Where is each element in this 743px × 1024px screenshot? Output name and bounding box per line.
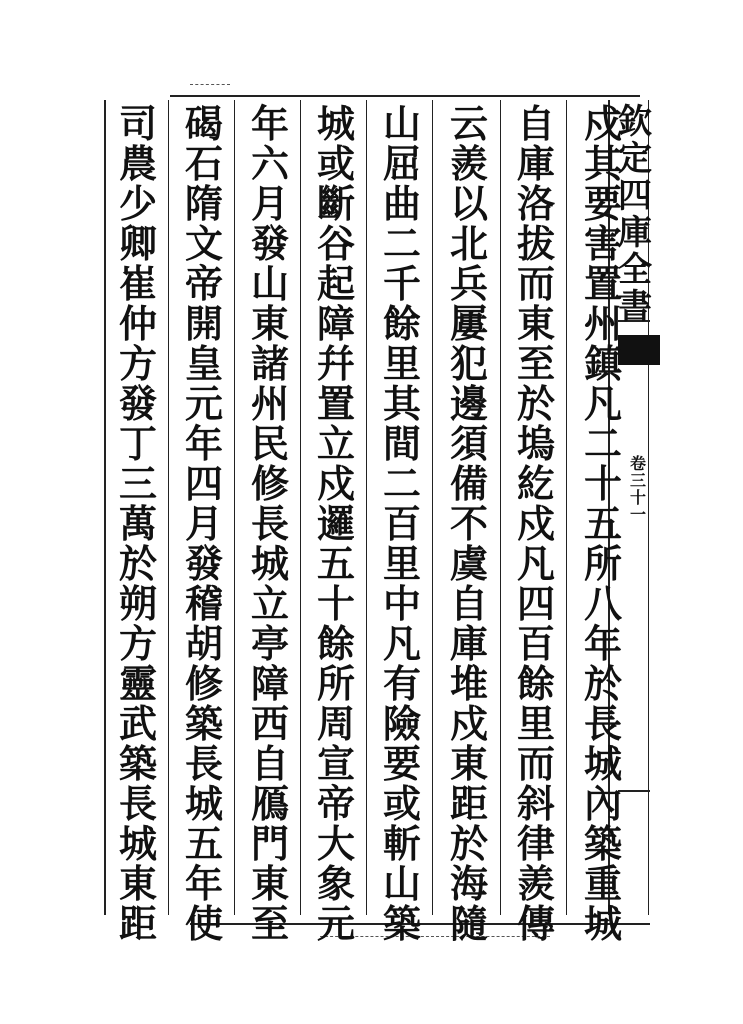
character: 西 — [250, 701, 289, 746]
character: 紇 — [516, 461, 555, 506]
character: 城 — [184, 781, 223, 826]
character: 胡 — [184, 621, 223, 666]
character: 十 — [583, 461, 622, 506]
character: 方 — [118, 341, 157, 386]
character: 五 — [184, 821, 223, 866]
character: 害 — [583, 221, 622, 266]
character: 四 — [516, 581, 555, 626]
character: 仲 — [118, 301, 157, 346]
character: 戍 — [449, 701, 488, 746]
character: 城 — [250, 541, 289, 586]
character: 屢 — [449, 301, 488, 346]
character: 北 — [449, 221, 488, 266]
character: 年 — [184, 861, 223, 906]
character: 州 — [250, 381, 289, 426]
character: 開 — [184, 301, 223, 346]
text-column-6 — [240, 101, 300, 946]
character: 至 — [250, 901, 289, 946]
banner-character: 定 — [618, 139, 652, 179]
character: 戍 — [316, 461, 355, 506]
column-divider — [500, 100, 501, 915]
character: 發 — [250, 221, 289, 266]
character: 餘 — [316, 621, 355, 666]
column-divider — [300, 100, 301, 915]
character: 不 — [449, 501, 488, 546]
character: 城 — [118, 821, 157, 866]
character: 千 — [382, 261, 421, 306]
character: 邏 — [316, 501, 355, 546]
character: 武 — [118, 701, 157, 746]
character: 距 — [449, 781, 488, 826]
character: 堆 — [449, 661, 488, 706]
character: 距 — [118, 901, 157, 946]
character: 四 — [184, 461, 223, 506]
character: 傳 — [516, 901, 555, 946]
character: 崔 — [118, 261, 157, 306]
character: 象 — [316, 861, 355, 906]
character: 文 — [184, 221, 223, 266]
character: 東 — [118, 861, 157, 906]
volume-character: 一 — [629, 505, 646, 524]
character: 曲 — [382, 181, 421, 226]
character: 洛 — [516, 181, 555, 226]
character: 障 — [250, 661, 289, 706]
banner-character: 四 — [618, 176, 652, 216]
character: 律 — [516, 821, 555, 866]
character: 山 — [382, 861, 421, 906]
character: 月 — [184, 501, 223, 546]
character: 凡 — [382, 621, 421, 666]
character: 庫 — [449, 621, 488, 666]
character: 內 — [583, 781, 622, 826]
character: 要 — [583, 181, 622, 226]
character: 鴈 — [250, 781, 289, 826]
character: 丁 — [118, 421, 157, 466]
character: 長 — [184, 741, 223, 786]
character: 屈 — [382, 141, 421, 186]
banner-character: 全 — [618, 250, 652, 290]
character: 犯 — [449, 341, 488, 386]
character: 斷 — [316, 181, 355, 226]
character: 十 — [316, 581, 355, 626]
top-rule — [170, 95, 640, 97]
character: 二 — [382, 221, 421, 266]
character: 里 — [516, 701, 555, 746]
character: 塢 — [516, 421, 555, 466]
character: 少 — [118, 181, 157, 226]
character: 於 — [583, 661, 622, 706]
text-column-4 — [372, 101, 432, 946]
character: 里 — [382, 341, 421, 386]
character: 修 — [184, 661, 223, 706]
character: 至 — [516, 341, 555, 386]
character: 而 — [516, 261, 555, 306]
text-column-2 — [506, 101, 566, 946]
character: 百 — [382, 501, 421, 546]
scan-speck — [190, 84, 230, 85]
character: 山 — [382, 101, 421, 146]
character: 所 — [316, 661, 355, 706]
text-column-1 — [573, 101, 633, 946]
character: 斬 — [382, 821, 421, 866]
character: 所 — [583, 541, 622, 586]
character: 元 — [316, 901, 355, 946]
character: 東 — [250, 301, 289, 346]
character: 農 — [118, 141, 157, 186]
character: 立 — [316, 421, 355, 466]
character: 朔 — [118, 581, 157, 626]
character: 六 — [250, 141, 289, 186]
character: 元 — [184, 381, 223, 426]
character: 險 — [382, 701, 421, 746]
character: 凡 — [516, 541, 555, 586]
character: 要 — [382, 741, 421, 786]
character: 司 — [118, 101, 157, 146]
character: 中 — [382, 581, 421, 626]
character: 戍 — [516, 501, 555, 546]
character: 隨 — [449, 901, 488, 946]
character: 城 — [583, 901, 622, 946]
text-column-7 — [174, 101, 234, 946]
character: 年 — [184, 421, 223, 466]
volume-character: 三 — [629, 471, 646, 490]
character: 年 — [250, 101, 289, 146]
character: 東 — [449, 741, 488, 786]
column-divider — [432, 100, 433, 915]
character: 卿 — [118, 221, 157, 266]
character: 年 — [583, 621, 622, 666]
volume-character: 卷 — [629, 454, 646, 473]
character: 障 — [316, 301, 355, 346]
character: 幷 — [316, 341, 355, 386]
character: 起 — [316, 261, 355, 306]
text-column-5 — [306, 101, 366, 946]
character: 五 — [316, 541, 355, 586]
left-border-rule — [104, 100, 106, 915]
character: 長 — [250, 501, 289, 546]
character: 築 — [583, 821, 622, 866]
character: 凡 — [583, 381, 622, 426]
volume-character: 十 — [629, 488, 646, 507]
character: 八 — [583, 581, 622, 626]
column-divider — [234, 100, 235, 915]
character: 置 — [316, 381, 355, 426]
character: 云 — [449, 101, 488, 146]
character: 海 — [449, 861, 488, 906]
character: 須 — [449, 421, 488, 466]
character: 宣 — [316, 741, 355, 786]
column-divider — [168, 100, 169, 915]
column-divider — [566, 100, 567, 915]
character: 里 — [382, 541, 421, 586]
character: 戍 — [583, 101, 622, 146]
character: 自 — [449, 581, 488, 626]
character: 東 — [250, 861, 289, 906]
character: 長 — [118, 781, 157, 826]
character: 二 — [382, 461, 421, 506]
character: 於 — [118, 541, 157, 586]
character: 周 — [316, 701, 355, 746]
character: 城 — [583, 741, 622, 786]
character: 庫 — [516, 141, 555, 186]
character: 兵 — [449, 261, 488, 306]
character: 使 — [184, 901, 223, 946]
character: 門 — [250, 821, 289, 866]
character: 虞 — [449, 541, 488, 586]
column-divider — [366, 100, 367, 915]
character: 邊 — [449, 381, 488, 426]
character: 隋 — [184, 181, 223, 226]
banner-character: 欽 — [618, 102, 652, 142]
character: 萬 — [118, 501, 157, 546]
character: 或 — [382, 781, 421, 826]
character: 自 — [516, 101, 555, 146]
character: 斜 — [516, 781, 555, 826]
character: 諸 — [250, 341, 289, 386]
character: 靈 — [118, 661, 157, 706]
banner-character: 庫 — [618, 213, 652, 253]
character: 皇 — [184, 341, 223, 386]
character: 帝 — [184, 261, 223, 306]
character: 或 — [316, 141, 355, 186]
character: 築 — [184, 701, 223, 746]
character: 石 — [184, 141, 223, 186]
character: 於 — [449, 821, 488, 866]
character: 月 — [250, 181, 289, 226]
text-column-8 — [108, 101, 168, 946]
character: 谷 — [316, 221, 355, 266]
character: 自 — [250, 741, 289, 786]
character: 有 — [382, 661, 421, 706]
character: 餘 — [516, 661, 555, 706]
character: 拔 — [516, 221, 555, 266]
text-column-3 — [439, 101, 499, 946]
character: 備 — [449, 461, 488, 506]
character: 發 — [184, 541, 223, 586]
character: 稽 — [184, 581, 223, 626]
character: 大 — [316, 821, 355, 866]
character: 亭 — [250, 621, 289, 666]
character: 五 — [583, 501, 622, 546]
character: 百 — [516, 621, 555, 666]
character: 發 — [118, 381, 157, 426]
character: 二 — [583, 421, 622, 466]
character: 置 — [583, 261, 622, 306]
character: 以 — [449, 181, 488, 226]
character: 其 — [583, 141, 622, 186]
character: 而 — [516, 741, 555, 786]
character: 三 — [118, 461, 157, 506]
character: 於 — [516, 381, 555, 426]
character: 鎮 — [583, 341, 622, 386]
banner-character: 書 — [618, 287, 652, 327]
character: 重 — [583, 861, 622, 906]
character: 立 — [250, 581, 289, 626]
character: 餘 — [382, 301, 421, 346]
character: 羨 — [449, 141, 488, 186]
character: 間 — [382, 421, 421, 466]
character: 修 — [250, 461, 289, 506]
character: 民 — [250, 421, 289, 466]
character: 築 — [382, 901, 421, 946]
character: 長 — [583, 701, 622, 746]
character: 羨 — [516, 861, 555, 906]
character: 城 — [316, 101, 355, 146]
character: 碣 — [184, 101, 223, 146]
character: 帝 — [316, 781, 355, 826]
character: 山 — [250, 261, 289, 306]
character: 東 — [516, 301, 555, 346]
character: 築 — [118, 741, 157, 786]
character: 州 — [583, 301, 622, 346]
character: 方 — [118, 621, 157, 666]
character: 其 — [382, 381, 421, 426]
